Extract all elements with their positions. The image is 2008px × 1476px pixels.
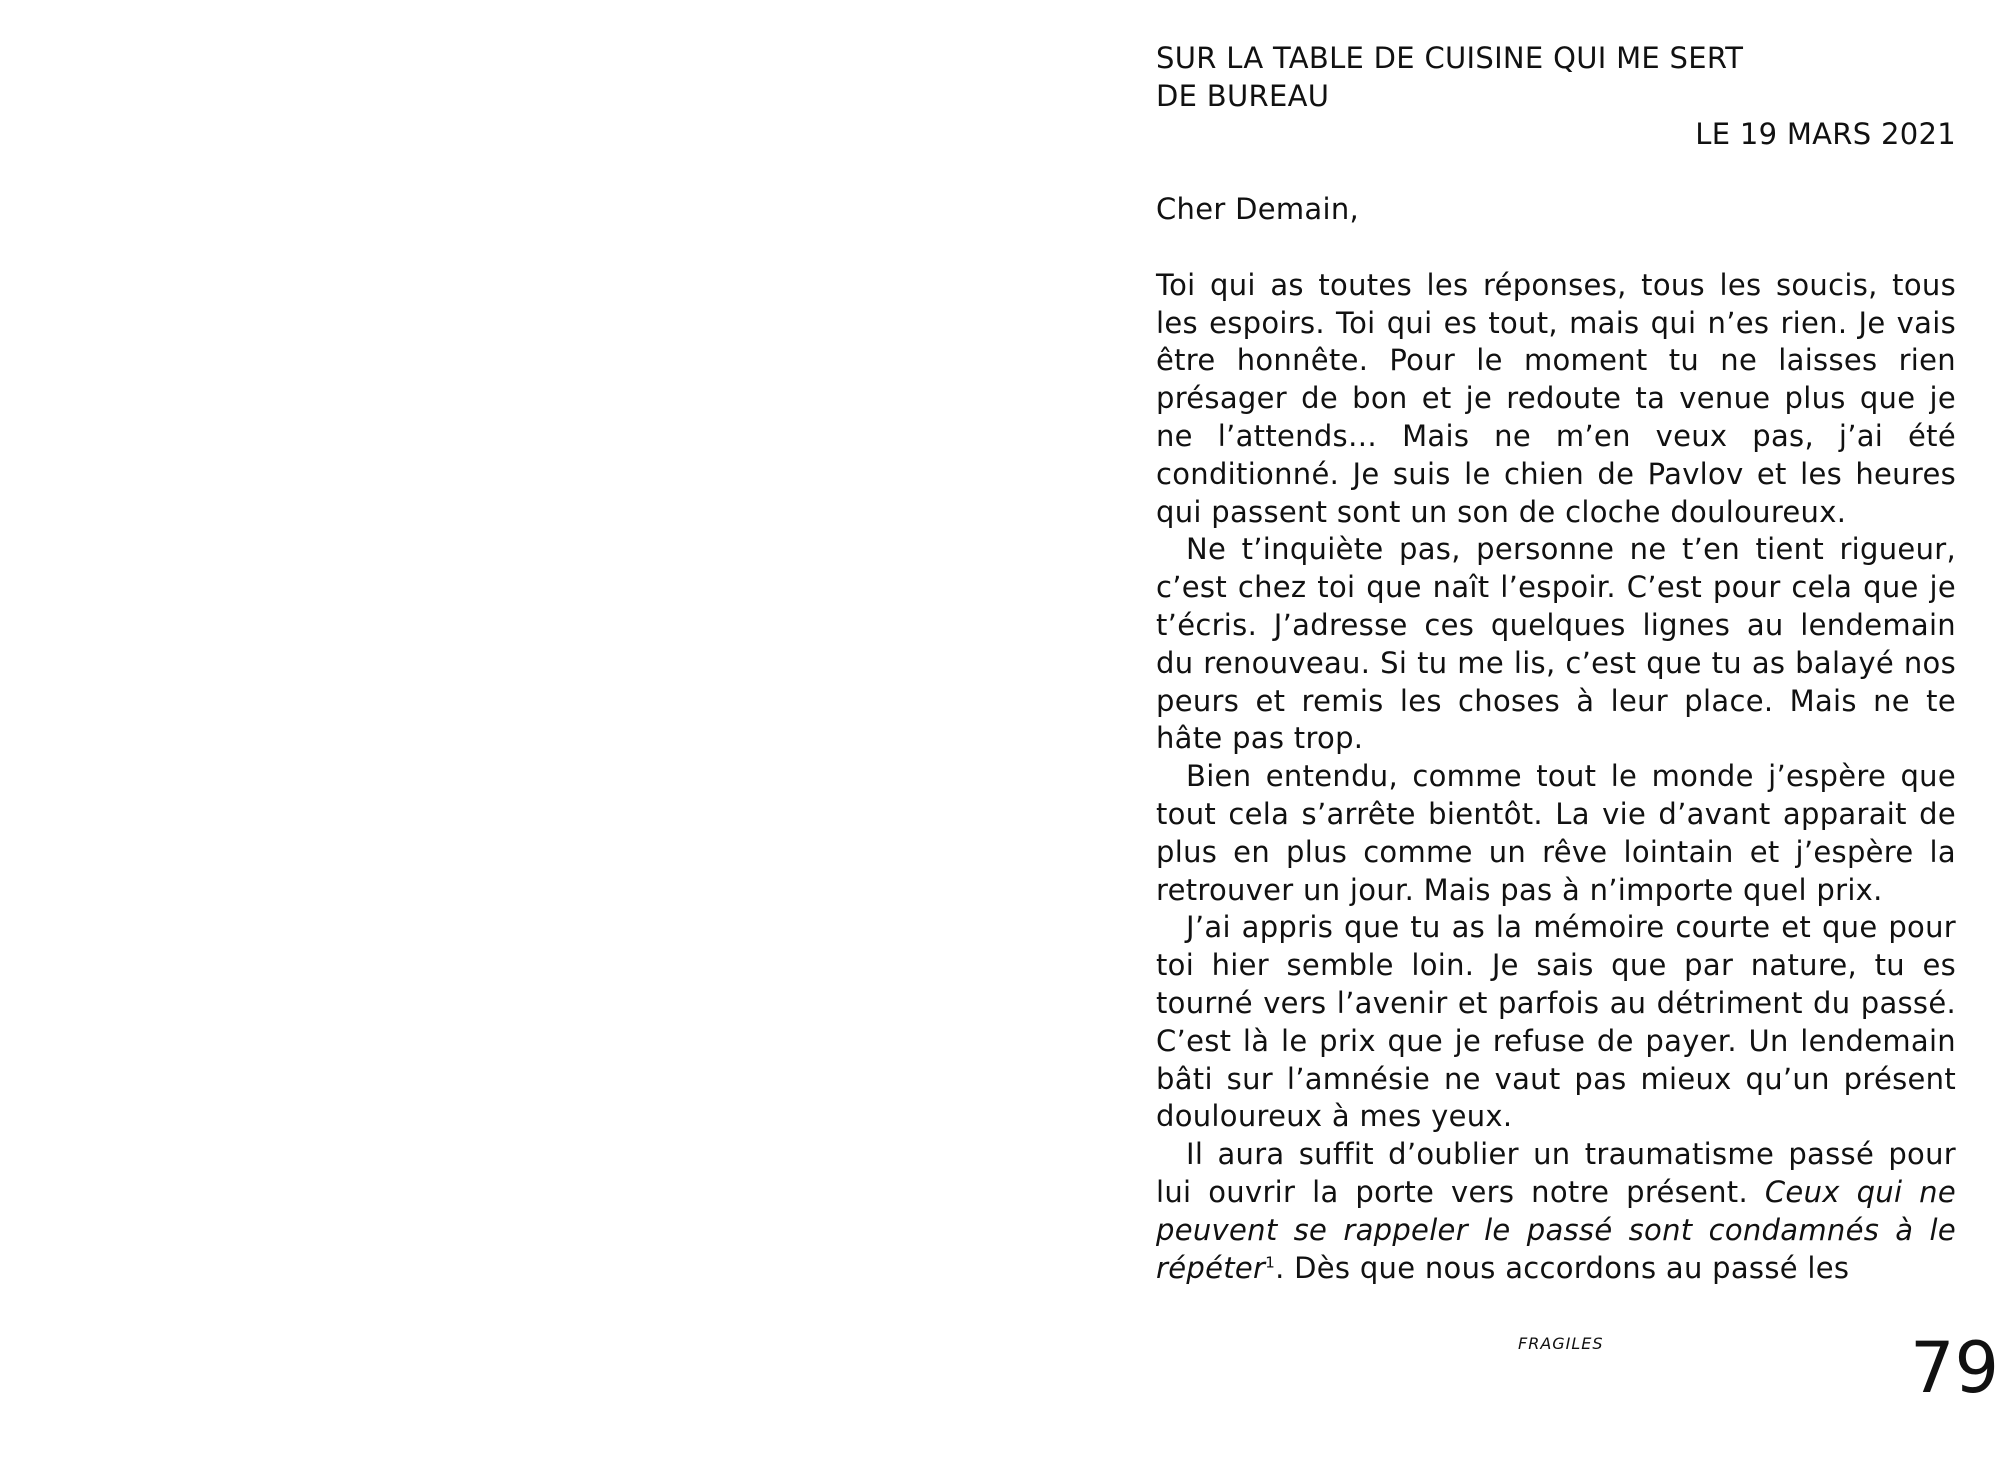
paragraph-5-start: Il aura suffit d’oublier un traumatisme passé pour lui ouvrir la porte vers notre présent. [1156, 1137, 1956, 1209]
letter-text-column [1156, 40, 1956, 1287]
paragraph-2: Ne t’inquiète pas, personne ne t’en tient rigueur, c’est chez toi que naît l’espoir. C’est pour cela que je t’écris. J’adresse ces quelques lignes au lendemain du renouveau. Si tu me lis, c’est que tu as balayé nos peurs et remis les choses à leur place. Mais ne te hâte pas trop. [1156, 532, 1956, 756]
footnote-reference: 1 [1265, 1252, 1276, 1271]
paragraph-5 [1156, 1136, 1956, 1287]
location-line-2: DE BUREAU [1156, 78, 1330, 113]
paragraph-1: Toi qui as toutes les réponses, tous les soucis, tous les espoirs. Toi qui es tout, mais qui n’es rien. Je vais être honnête. Pour le moment tu ne laisses rien présager de bon et je redoute ta venue plus que je ne l’attends… Mais ne m’en veux pas, j’ai été conditionné. Je suis le chien de Pavlov et les heures qui passent sont un son de cloche douloureux. [1156, 267, 1956, 529]
salutation: Cher Demain, [1156, 192, 1360, 227]
running-title: FRAGILES [1518, 1334, 1604, 1353]
page-number: 79 [1910, 1327, 2000, 1409]
quote-text: Ceux qui ne peuvent se rappeler le passé sont condamnés à le répéter [1156, 1174, 1957, 1285]
letter-date: LE 19 MARS 2021 [1695, 116, 1956, 151]
location-line-1: SUR LA TABLE DE CUISINE QUI ME SERT [1156, 41, 1744, 75]
paragraph-3: Bien entendu, comme tout le monde j’espère que tout cela s’arrête bientôt. La vie d’avant apparait de plus en plus comme un rêve lointain et j’espère la retrouver un jour. Mais pas à n’importe quel prix. [1156, 759, 1956, 907]
paragraph-4: J’ai appris que tu as la mémoire courte et que pour toi hier semble loin. Je sais que par nature, tu es tourné vers l’avenir et parfois au détriment du passé. C’est là le prix que je refuse de payer. Un lendemain bâti sur l’amnésie ne vaut pas mieux qu’un présent douloureux à mes yeux. [1156, 910, 1956, 1134]
paragraph-5-end: . Dès que nous accordons au passé les [1275, 1250, 1850, 1285]
